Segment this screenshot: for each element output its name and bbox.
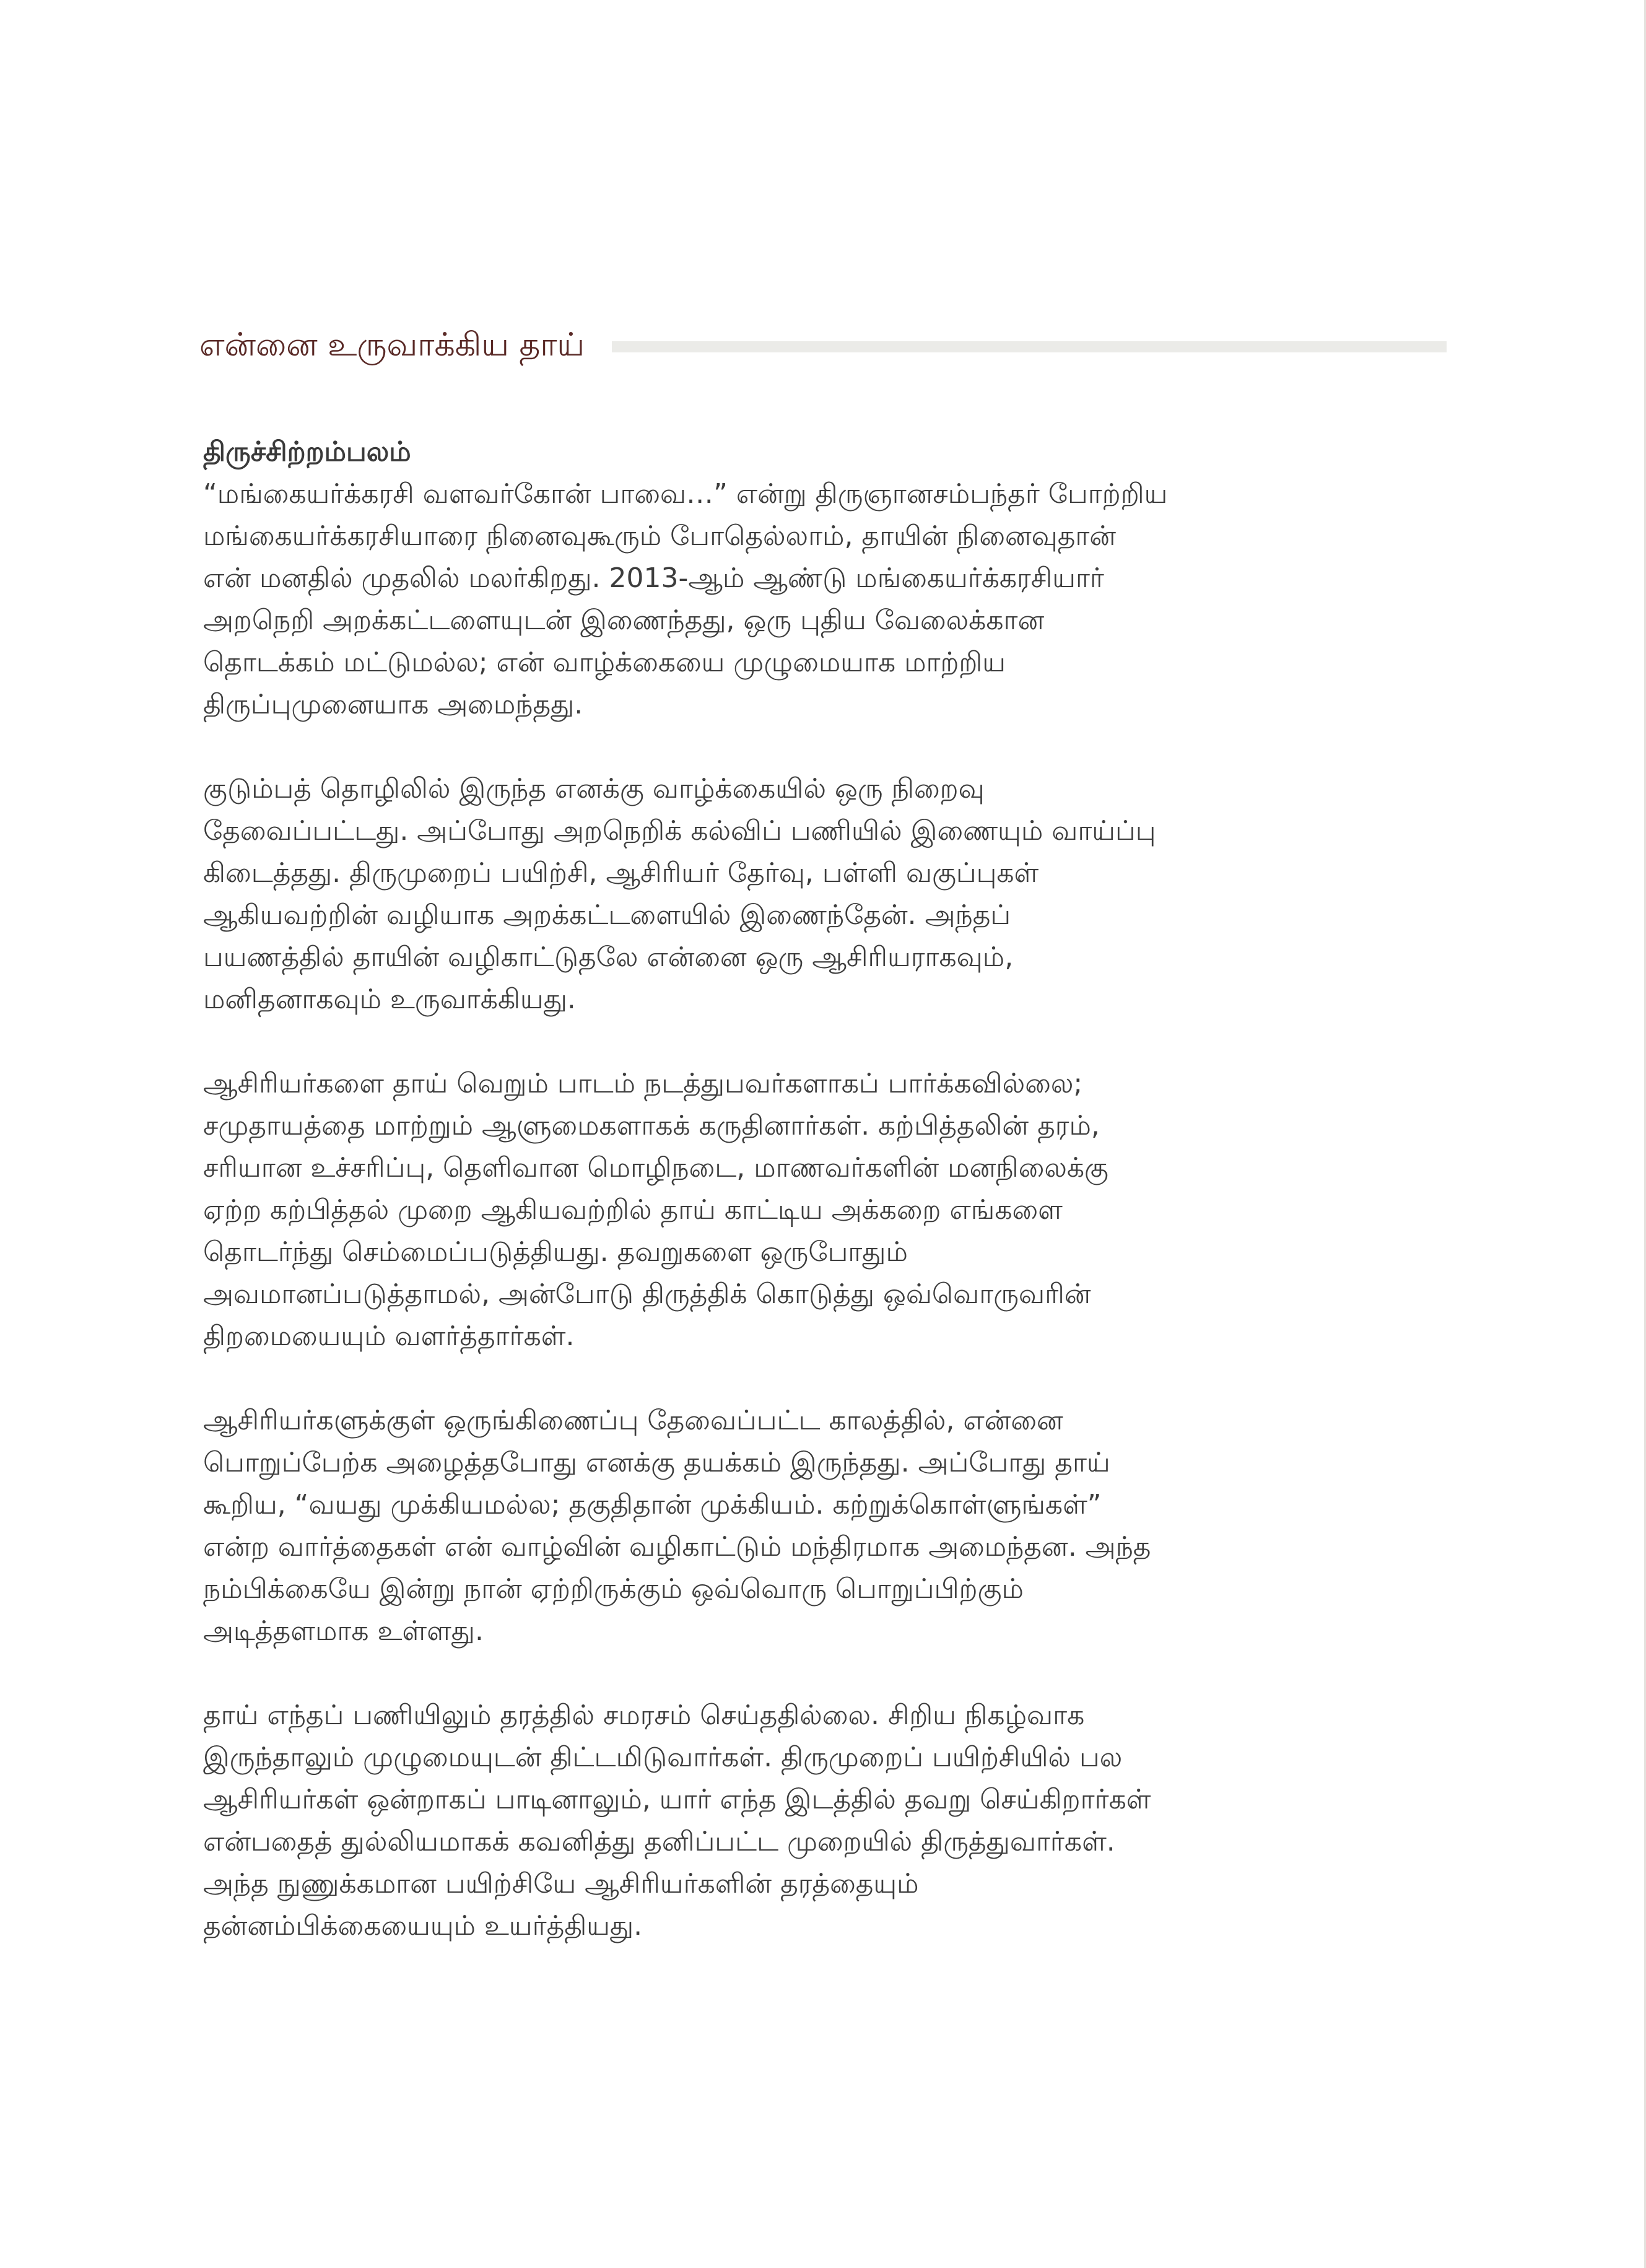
article-body xyxy=(203,431,1442,1989)
paragraph-line: தேவைப்பட்டது. அப்போது அறநெறிக் கல்விப் பணியில் இணையும் வாய்ப்பு xyxy=(203,815,1156,847)
paragraph-line: தாய் எந்தப் பணியிலும் தரத்தில் சமரசம் செய்ததில்லை. சிறிய நிகழ்வாக xyxy=(203,1699,1085,1731)
paragraph-line: ஆசிரியர்களை தாய் வெறும் பாடம் நடத்துபவர்களாகப் பார்க்கவில்லை; xyxy=(203,1068,1083,1099)
paragraph-line: தொடக்கம் மட்டுமல்ல; என் வாழ்க்கையை முழுமையாக மாற்றிய xyxy=(203,647,1006,678)
paragraph-line: திருப்புமுனையாக அமைந்தது. xyxy=(203,689,583,720)
paragraph-line: அவமானப்படுத்தாமல், அன்போடு திருத்திக் கொடுத்து ஒவ்வொருவரின் xyxy=(203,1278,1091,1310)
paragraph xyxy=(203,1063,1442,1358)
paragraph-line: மங்கையர்க்கரசியாரை நினைவுகூரும் போதெல்லாம், தாயின் நினைவுதான் xyxy=(203,520,1117,552)
paragraph-line: குடும்பத் தொழிலில் இருந்த எனக்கு வாழ்க்கையில் ஒரு நிறைவு xyxy=(203,773,985,805)
title-rule xyxy=(612,341,1447,352)
paragraph xyxy=(203,1694,1442,1947)
paragraph-line: அடித்தளமாக உள்ளது. xyxy=(203,1615,484,1647)
paragraph-line: சரியான உச்சரிப்பு, தெளிவான மொழிநடை, மாணவர்களின் மனநிலைக்கு xyxy=(203,1152,1108,1184)
paragraph-line: ஏற்ற கற்பித்தல் முறை ஆகியவற்றில் தாய் காட்டிய அக்கறை எங்களை xyxy=(203,1194,1063,1226)
page-title: என்னை உருவாக்கிய தாய் xyxy=(199,326,585,364)
paragraph xyxy=(203,1400,1442,1652)
paragraph-line: ஆசிரியர்களுக்குள் ஒருங்கிணைப்பு தேவைப்பட்ட காலத்தில், என்னை xyxy=(203,1405,1063,1436)
paragraph-line: ஆசிரியர்கள் ஒன்றாகப் பாடினாலும், யார் எந்த இடத்தில் தவறு செய்கிறார்கள் xyxy=(203,1784,1151,1815)
paragraph-line: தன்னம்பிக்கையையும் உயர்த்தியது. xyxy=(203,1910,643,1942)
paragraph-line: சமுதாயத்தை மாற்றும் ஆளுமைகளாகக் கருதினார்கள். கற்பித்தலின் தரம், xyxy=(203,1110,1100,1141)
paragraph-line: ஆகியவற்றின் வழியாக அறக்கட்டளையில் இணைந்தேன். அந்தப் xyxy=(203,899,1011,931)
paragraph xyxy=(203,473,1442,726)
paragraph-line: அந்த நுணுக்கமான பயிற்சியே ஆசிரியர்களின் தரத்தையும் xyxy=(203,1868,919,1899)
paragraph-line: திறமையையும் வளர்த்தார்கள். xyxy=(203,1320,575,1352)
paragraph-line: கூறிய, “வயது முக்கியமல்ல; தகுதிதான் முக்கியம். கற்றுக்கொள்ளுங்கள்” xyxy=(203,1489,1102,1520)
paragraph-line: என்பதைத் துல்லியமாகக் கவனித்து தனிப்பட்ட முறையில் திருத்துவார்கள். xyxy=(203,1826,1115,1857)
title-row xyxy=(199,319,1447,375)
paragraph-line: மனிதனாகவும் உருவாக்கியது. xyxy=(203,984,576,1015)
paragraph xyxy=(203,768,1442,1021)
paragraph-line: பயணத்தில் தாயின் வழிகாட்டுதலே என்னை ஒரு ஆசிரியராகவும், xyxy=(203,941,1014,973)
paragraph-line: அறநெறி அறக்கட்டளையுடன் இணைந்தது, ஒரு புதிய வேலைக்கான xyxy=(203,604,1045,636)
paragraph-line: என் மனதில் முதலில் மலர்கிறது. 2013-ஆம் ஆண்டு மங்கையர்க்கரசியார் xyxy=(203,562,1104,594)
paragraph-line: நம்பிக்கையே இன்று நான் ஏற்றிருக்கும் ஒவ்வொரு பொறுப்பிற்கும் xyxy=(203,1573,1024,1605)
paragraph-line: கிடைத்தது. திருமுறைப் பயிற்சி, ஆசிரியர் தேர்வு, பள்ளி வகுப்புகள் xyxy=(203,857,1039,889)
section-heading: திருச்சிற்றம்பலம் xyxy=(203,436,411,468)
paragraph-list xyxy=(203,473,1442,1947)
paragraph-line: என்ற வார்த்தைகள் என் வாழ்வின் வழிகாட்டும் மந்திரமாக அமைந்தன. அந்த xyxy=(203,1531,1151,1563)
paragraph-line: தொடர்ந்து செம்மைப்படுத்தியது. தவறுகளை ஒருபோதும் xyxy=(203,1236,908,1268)
paragraph-line: இருந்தாலும் முழுமையுடன் திட்டமிடுவார்கள். திருமுறைப் பயிற்சியில் பல xyxy=(203,1742,1123,1773)
paragraph-line: பொறுப்பேற்க அழைத்தபோது எனக்கு தயக்கம் இருந்தது. அப்போது தாய் xyxy=(203,1447,1110,1478)
paragraph-line: “மங்கையர்க்கரசி வளவர்கோன் பாவை…” என்று திருஞானசம்பந்தர் போற்றிய xyxy=(203,478,1168,510)
